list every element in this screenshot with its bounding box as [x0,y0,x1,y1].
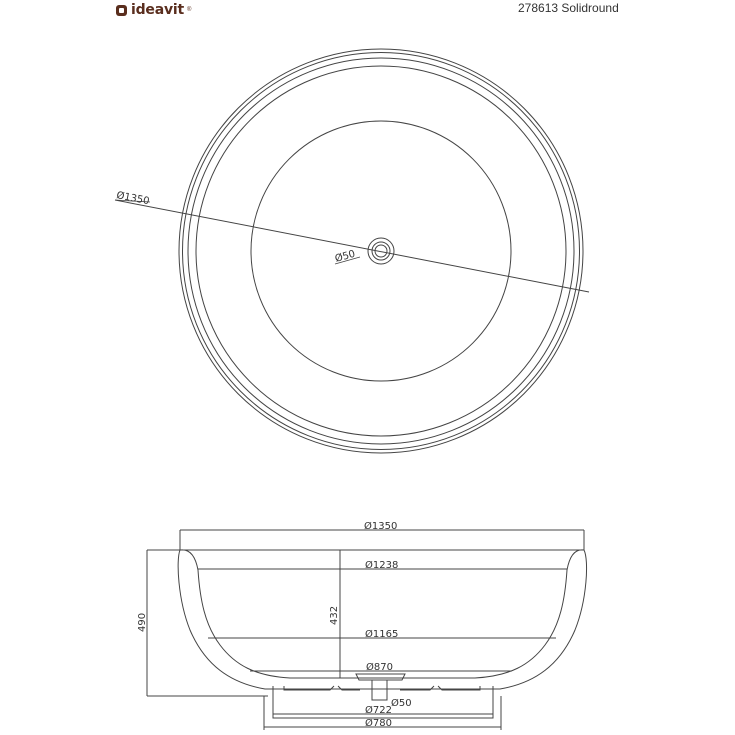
dim-base-outer: Ø780 [365,718,392,729]
registered-mark: ® [186,7,192,13]
rim-circle-2 [183,53,580,450]
bowl-base-circle [251,121,511,381]
dim-total-height: 490 [137,612,148,632]
dim-inner-lower: Ø1165 [365,629,399,640]
dim-drain: Ø50 [391,698,412,709]
dim-inner-depth: 432 [329,605,340,625]
dim-base-inner: Ø722 [365,705,392,716]
rim-circle-3 [188,58,574,444]
product-title: 278613 Solidround [518,1,619,15]
dim-bottom-flat: Ø870 [366,662,393,673]
drain-flange [356,674,405,680]
brand-name: ideavit [131,2,184,18]
outer-rim-circle [179,49,583,453]
dim-top-width: Ø1350 [364,521,398,532]
dim-outer-diameter: Ø1350 [115,190,151,208]
dim-drain-diameter: Ø50 [333,248,357,265]
drain-pipe [372,680,387,700]
diameter-line [115,200,589,292]
dim-inner-rim: Ø1238 [365,560,399,571]
